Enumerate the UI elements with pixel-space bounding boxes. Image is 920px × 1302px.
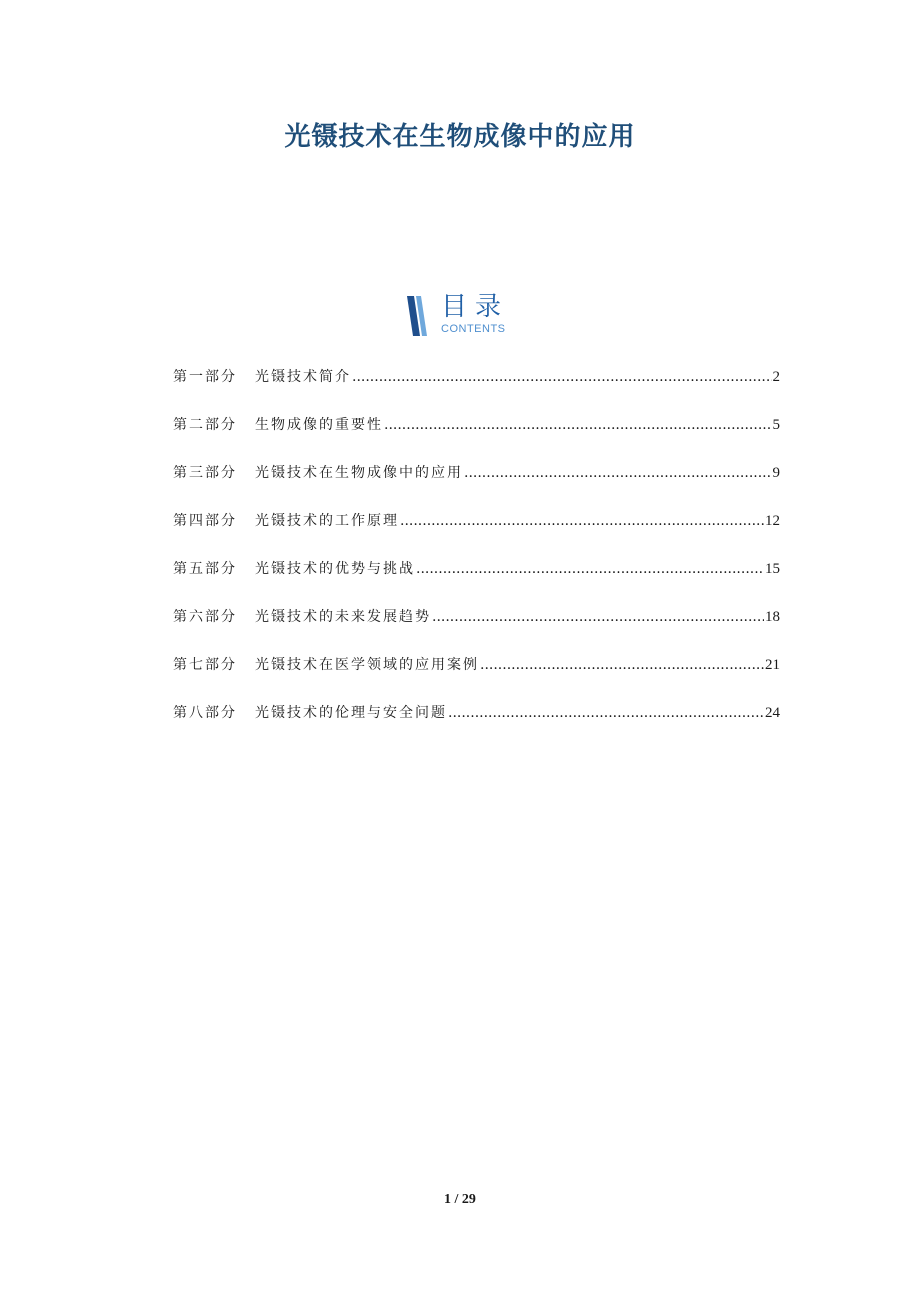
toc-entry[interactable]: [173, 462, 780, 510]
toc-entry-part: 第一部分: [173, 369, 237, 385]
toc-entry-leader: [448, 702, 764, 724]
toc-entry[interactable]: [173, 702, 780, 750]
toc-entry-title: 光镊技术的优势与挑战: [255, 561, 415, 577]
toc-entry-part: 第七部分: [173, 657, 237, 673]
toc-entry-title: 光镊技术在医学领域的应用案例: [255, 657, 479, 673]
toc-entry-leader: [480, 654, 764, 676]
toc-entry-page: 24: [765, 705, 780, 721]
toc-entry-page: 2: [772, 369, 780, 385]
toc-entry-leader: [464, 462, 772, 484]
toc-heading: 目录: [441, 292, 510, 322]
toc-entry-leader: [384, 414, 772, 436]
toc-entry-page: 18: [765, 609, 780, 625]
toc-entry-title: 生物成像的重要性: [255, 417, 383, 433]
toc-entry[interactable]: [173, 510, 780, 558]
toc-entry-part: 第三部分: [173, 465, 237, 481]
toc-header: [405, 292, 525, 340]
toc-list: [173, 366, 780, 750]
toc-entry-title: 光镊技术的工作原理: [255, 513, 399, 529]
toc-entry-page: 5: [772, 417, 780, 433]
toc-logo-icon: [405, 296, 431, 336]
toc-entry[interactable]: [173, 654, 780, 702]
toc-entry[interactable]: [173, 558, 780, 606]
toc-entry-leader: [416, 558, 764, 580]
toc-entry-leader: [432, 606, 764, 628]
toc-entry-page: 12: [765, 513, 780, 529]
page-number: 1 / 29: [444, 1192, 476, 1207]
toc-entry-title: 光镊技术简介: [255, 369, 351, 385]
toc-entry-part: 第八部分: [173, 705, 237, 721]
toc-entry-leader: [400, 510, 764, 532]
toc-entry[interactable]: [173, 414, 780, 462]
toc-entry-page: 21: [765, 657, 780, 673]
toc-subheading: CONTENTS: [441, 323, 506, 335]
toc-entry[interactable]: [173, 606, 780, 654]
toc-entry-title: 光镊技术在生物成像中的应用: [255, 465, 463, 481]
toc-entry-part: 第二部分: [173, 417, 237, 433]
document-title: 光镊技术在生物成像中的应用: [284, 122, 636, 152]
toc-entry-page: 9: [772, 465, 780, 481]
toc-entry-page: 15: [765, 561, 780, 577]
toc-entry-leader: [352, 366, 772, 388]
toc-entry-part: 第六部分: [173, 609, 237, 625]
toc-entry-part: 第五部分: [173, 561, 237, 577]
toc-entry-title: 光镊技术的未来发展趋势: [255, 609, 431, 625]
toc-entry-title: 光镊技术的伦理与安全问题: [255, 705, 447, 721]
toc-entry-part: 第四部分: [173, 513, 237, 529]
toc-entry[interactable]: [173, 366, 780, 414]
